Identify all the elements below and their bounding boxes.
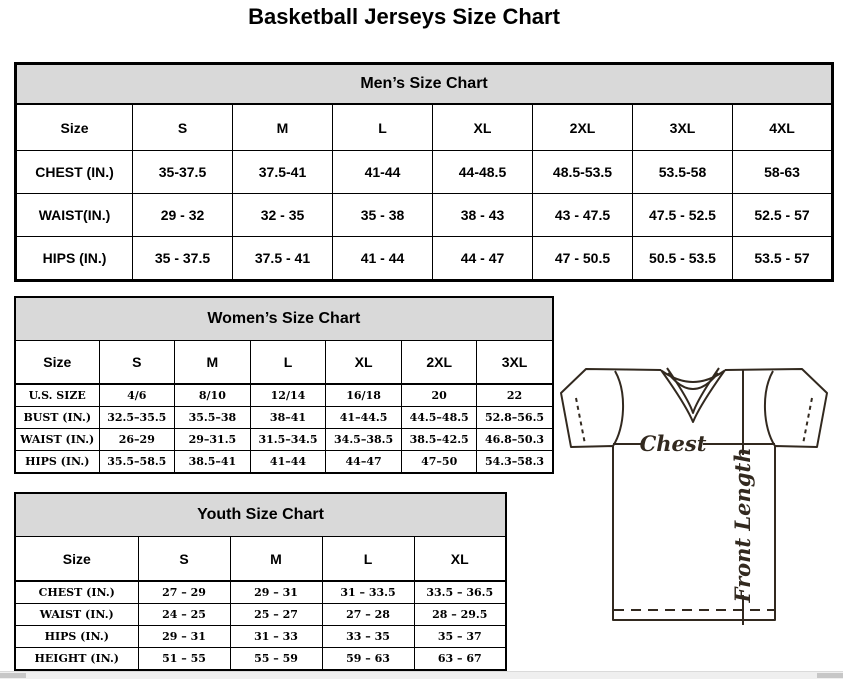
row-label: CHEST (IN.) bbox=[15, 581, 138, 604]
right-armhole-seam bbox=[765, 371, 775, 446]
table-cell: 8/10 bbox=[175, 384, 251, 407]
table-cell: 31 – 33 bbox=[230, 626, 322, 648]
table-cell: 38.5–41 bbox=[175, 451, 251, 474]
column-header: 2XL bbox=[401, 341, 477, 385]
table-cell: 53.5-58 bbox=[633, 151, 733, 194]
table-row bbox=[15, 407, 553, 429]
table-cell: 32 - 35 bbox=[233, 194, 333, 237]
youth-table-title: Youth Size Chart bbox=[15, 493, 506, 537]
column-header: Size bbox=[15, 341, 99, 385]
row-label: CHEST (IN.) bbox=[16, 151, 133, 194]
table-cell: 31.5–34.5 bbox=[250, 429, 326, 451]
table-cell: 26–29 bbox=[99, 429, 175, 451]
table-cell: 20 bbox=[401, 384, 477, 407]
column-header: S bbox=[133, 104, 233, 151]
row-label: WAIST (IN.) bbox=[15, 604, 138, 626]
table-row bbox=[15, 384, 553, 407]
table-cell: 27 – 28 bbox=[322, 604, 414, 626]
table-cell: 35-37.5 bbox=[133, 151, 233, 194]
column-header: S bbox=[138, 537, 230, 582]
table-cell: 41-44 bbox=[333, 151, 433, 194]
column-header: XL bbox=[414, 537, 506, 582]
table-cell: 16/18 bbox=[326, 384, 402, 407]
column-header: 4XL bbox=[733, 104, 833, 151]
table-cell: 29 - 32 bbox=[133, 194, 233, 237]
table-row bbox=[15, 626, 506, 648]
column-header: L bbox=[250, 341, 326, 385]
scrollbar-right-button[interactable] bbox=[817, 673, 843, 678]
table-cell: 41–44 bbox=[250, 451, 326, 474]
table-cell: 52.8–56.5 bbox=[477, 407, 553, 429]
front-length-label: Front Length bbox=[730, 447, 755, 603]
jersey-measurement-diagram bbox=[558, 356, 843, 672]
row-label: WAIST(IN.) bbox=[16, 194, 133, 237]
table-cell: 29 – 31 bbox=[230, 581, 322, 604]
mens-size-table bbox=[14, 62, 834, 282]
scrollbar-left-button[interactable] bbox=[0, 673, 26, 678]
table-cell: 12/14 bbox=[250, 384, 326, 407]
table-cell: 29–31.5 bbox=[175, 429, 251, 451]
column-header: L bbox=[322, 537, 414, 582]
table-cell: 48.5-53.5 bbox=[533, 151, 633, 194]
table-cell: 4/6 bbox=[99, 384, 175, 407]
table-cell: 43 - 47.5 bbox=[533, 194, 633, 237]
table-cell: 47–50 bbox=[401, 451, 477, 474]
table-cell: 44.5–48.5 bbox=[401, 407, 477, 429]
table-cell: 22 bbox=[477, 384, 553, 407]
table-cell: 27 – 29 bbox=[138, 581, 230, 604]
table-cell: 47.5 - 52.5 bbox=[633, 194, 733, 237]
table-cell: 55 – 59 bbox=[230, 648, 322, 671]
table-cell: 29 – 31 bbox=[138, 626, 230, 648]
horizontal-scrollbar[interactable] bbox=[0, 671, 843, 679]
left-cuff-dashed-line bbox=[576, 398, 585, 444]
row-label: HEIGHT (IN.) bbox=[15, 648, 138, 671]
chest-label: Chest bbox=[639, 431, 707, 456]
table-cell: 54.3–58.3 bbox=[477, 451, 553, 474]
mens-header-row bbox=[16, 104, 833, 151]
column-header: XL bbox=[326, 341, 402, 385]
table-cell: 44-48.5 bbox=[433, 151, 533, 194]
mens-table-title: Men’s Size Chart bbox=[16, 64, 833, 105]
table-row bbox=[15, 648, 506, 671]
page-title: Basketball Jerseys Size Chart bbox=[248, 4, 560, 29]
table-row bbox=[16, 237, 833, 281]
column-header: 3XL bbox=[477, 341, 553, 385]
table-row bbox=[15, 429, 553, 451]
table-cell: 24 – 25 bbox=[138, 604, 230, 626]
table-cell: 58-63 bbox=[733, 151, 833, 194]
table-cell: 37.5 - 41 bbox=[233, 237, 333, 281]
column-header: Size bbox=[15, 537, 138, 582]
youth-size-table bbox=[14, 492, 507, 671]
table-cell: 35 - 38 bbox=[333, 194, 433, 237]
womens-header-row bbox=[15, 341, 553, 385]
jersey-outline bbox=[561, 369, 827, 620]
table-cell: 44–47 bbox=[326, 451, 402, 474]
table-row bbox=[15, 451, 553, 474]
table-cell: 38 - 43 bbox=[433, 194, 533, 237]
table-row bbox=[15, 604, 506, 626]
table-cell: 32.5–35.5 bbox=[99, 407, 175, 429]
table-row bbox=[15, 581, 506, 604]
column-header: M bbox=[175, 341, 251, 385]
column-header: M bbox=[233, 104, 333, 151]
table-cell: 53.5 - 57 bbox=[733, 237, 833, 281]
table-cell: 38.5–42.5 bbox=[401, 429, 477, 451]
table-cell: 47 - 50.5 bbox=[533, 237, 633, 281]
table-cell: 52.5 - 57 bbox=[733, 194, 833, 237]
row-label: HIPS (IN.) bbox=[15, 626, 138, 648]
row-label: WAIST (IN.) bbox=[15, 429, 99, 451]
row-label: U.S. SIZE bbox=[15, 384, 99, 407]
column-header: XL bbox=[433, 104, 533, 151]
table-cell: 59 – 63 bbox=[322, 648, 414, 671]
column-header: S bbox=[99, 341, 175, 385]
table-cell: 33.5 – 36.5 bbox=[414, 581, 506, 604]
table-cell: 41 - 44 bbox=[333, 237, 433, 281]
table-cell: 35 – 37 bbox=[414, 626, 506, 648]
table-row bbox=[16, 151, 833, 194]
table-cell: 33 – 35 bbox=[322, 626, 414, 648]
left-armhole-seam bbox=[613, 371, 623, 446]
table-row bbox=[16, 194, 833, 237]
table-cell: 63 – 67 bbox=[414, 648, 506, 671]
womens-table-title: Women’s Size Chart bbox=[15, 297, 553, 341]
column-header: M bbox=[230, 537, 322, 582]
right-cuff-dashed-line bbox=[803, 398, 812, 444]
row-label: HIPS (IN.) bbox=[16, 237, 133, 281]
table-cell: 25 – 27 bbox=[230, 604, 322, 626]
table-cell: 38–41 bbox=[250, 407, 326, 429]
table-cell: 34.5–38.5 bbox=[326, 429, 402, 451]
table-cell: 35.5–58.5 bbox=[99, 451, 175, 474]
youth-header-row bbox=[15, 537, 506, 582]
table-cell: 51 – 55 bbox=[138, 648, 230, 671]
table-cell: 31 – 33.5 bbox=[322, 581, 414, 604]
table-cell: 50.5 - 53.5 bbox=[633, 237, 733, 281]
column-header: Size bbox=[16, 104, 133, 151]
table-cell: 46.8–50.3 bbox=[477, 429, 553, 451]
row-label: HIPS (IN.) bbox=[15, 451, 99, 474]
column-header: 2XL bbox=[533, 104, 633, 151]
table-cell: 35.5–38 bbox=[175, 407, 251, 429]
column-header: L bbox=[333, 104, 433, 151]
table-cell: 28 – 29.5 bbox=[414, 604, 506, 626]
table-cell: 37.5-41 bbox=[233, 151, 333, 194]
womens-size-table bbox=[14, 296, 554, 474]
table-cell: 44 - 47 bbox=[433, 237, 533, 281]
collar-outer-v bbox=[661, 370, 725, 422]
row-label: BUST (IN.) bbox=[15, 407, 99, 429]
table-cell: 41–44.5 bbox=[326, 407, 402, 429]
column-header: 3XL bbox=[633, 104, 733, 151]
table-cell: 35 - 37.5 bbox=[133, 237, 233, 281]
